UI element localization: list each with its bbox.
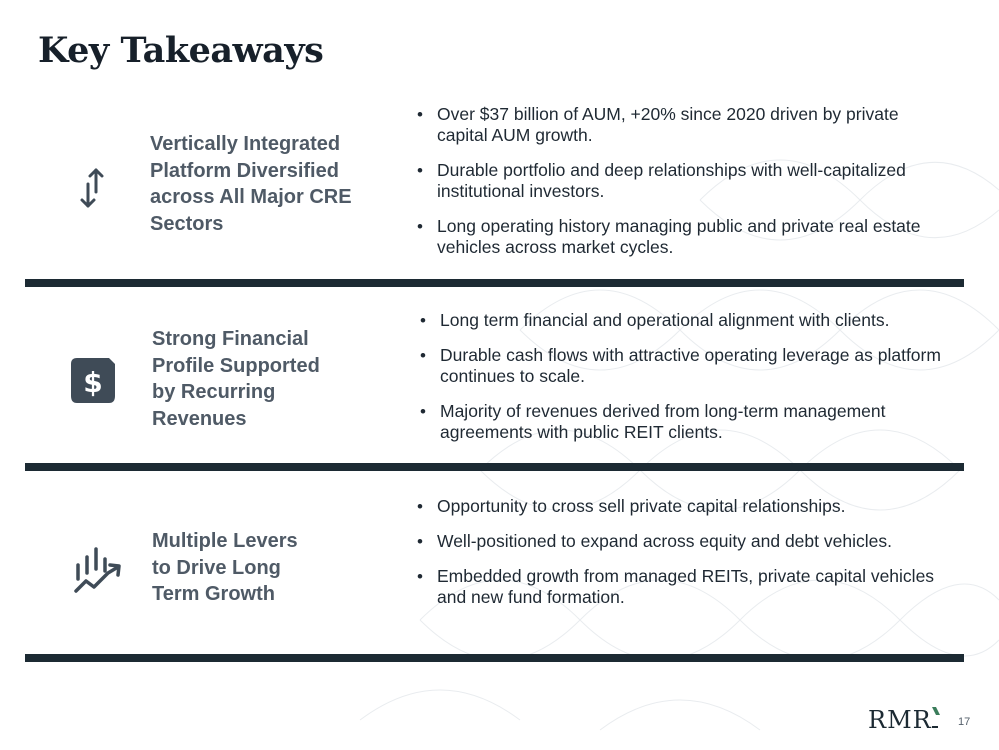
- bullet-item: • Well-positioned to expand across equity and debt vehicles.: [417, 531, 937, 552]
- logo-accent-mark: [930, 707, 942, 731]
- heading-line: Revenues: [152, 407, 247, 430]
- heading-line: across All Major CRE: [150, 186, 352, 208]
- heading-line: Profile Supported: [152, 354, 320, 377]
- bullet-item: • Opportunity to cross sell private capital relationships.: [417, 496, 937, 517]
- heading-line: Sectors: [150, 212, 224, 235]
- growth-chart-icon: [72, 545, 124, 593]
- vertical-arrows-icon: [78, 166, 106, 210]
- heading-line: Vertically Integrated: [150, 133, 341, 155]
- bullet-list: [417, 496, 937, 608]
- section-divider: [25, 463, 964, 471]
- bullet-item: • Durable portfolio and deep relationships with well-capitalized institutional investors.: [417, 160, 937, 202]
- section-heading: [152, 528, 298, 608]
- heading-line: Platform Diversified: [150, 159, 339, 182]
- heading-line: Strong Financial: [152, 328, 309, 350]
- page-number: 17: [958, 716, 971, 728]
- svg-text:$: $: [83, 366, 103, 399]
- dollar-icon: [69, 356, 117, 405]
- bullet-list: [420, 310, 960, 443]
- bullet-item: • Over $37 billion of AUM, +20% since 2020 driven by private capital AUM growth.: [417, 104, 937, 146]
- bullet-item: • Long term financial and operational alignment with clients.: [420, 310, 960, 331]
- slide-title: Key Takeaways: [38, 30, 324, 71]
- section-heading: [152, 326, 320, 432]
- heading-line: Multiple Levers: [152, 530, 298, 552]
- section-divider: [25, 654, 964, 662]
- heading-line: to Drive Long: [152, 556, 281, 579]
- heading-line: Term Growth: [152, 583, 275, 605]
- bullet-list: [417, 104, 937, 258]
- heading-line: by Recurring: [152, 381, 276, 403]
- rmr-logo: RMR: [868, 706, 932, 734]
- bullet-item: • Embedded growth from managed REITs, private capital vehicles and new fund formation.: [417, 566, 937, 608]
- bullet-item: • Durable cash flows with attractive operating leverage as platform continues to scale.: [420, 345, 960, 387]
- bullet-item: • Long operating history managing public and private real estate vehicles across market cycles.: [417, 216, 937, 258]
- section-heading: [150, 131, 352, 237]
- section-divider: [25, 279, 964, 287]
- bullet-item: • Majority of revenues derived from long-term management agreements with public REIT clients.: [420, 401, 960, 443]
